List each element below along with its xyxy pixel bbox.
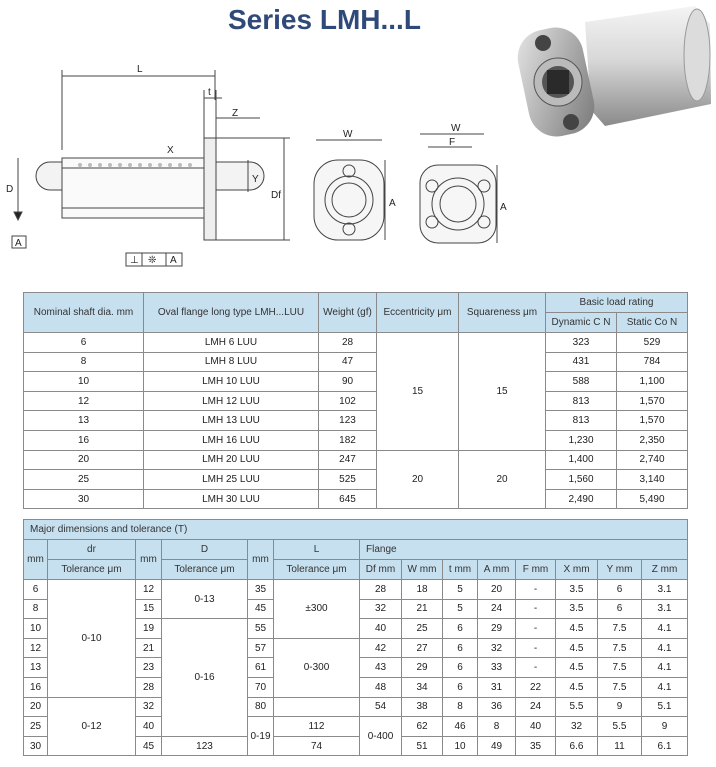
shaft-dia-cell: 12	[24, 391, 144, 411]
eccentricity-header: Eccentricity μm	[377, 293, 459, 333]
Y-cell: 9	[598, 697, 642, 717]
L-cell: 57	[248, 638, 274, 658]
Df-cell: 74	[274, 736, 360, 756]
F-cell: 22	[516, 677, 556, 697]
table-row	[24, 333, 688, 353]
Df-cell: 54	[360, 697, 402, 717]
Y-cell: 6	[598, 599, 642, 619]
t-cell: 8	[478, 717, 516, 737]
Z-header: Z mm	[642, 560, 688, 580]
table-row	[24, 352, 688, 372]
weight-cell: 645	[319, 489, 377, 509]
datum-label: A	[15, 238, 22, 249]
mm-header: mm	[136, 540, 162, 580]
W-cell: 34	[402, 677, 443, 697]
W-header: W mm	[402, 560, 443, 580]
F-cell: -	[516, 638, 556, 658]
L-cell: 45	[248, 599, 274, 619]
front-view-square	[420, 134, 497, 243]
F-cell: -	[516, 619, 556, 639]
flange-header: Flange	[360, 540, 688, 560]
X-cell: 3.5	[556, 580, 598, 600]
L-tolerance-cell: 0-400	[360, 717, 402, 756]
dim-Df-label: Df	[271, 190, 281, 201]
perp-symbol: ⊥	[130, 255, 139, 266]
load-rating-table	[23, 292, 688, 509]
dr-cell: 12	[24, 638, 48, 658]
type-cell: LMH 13 LUU	[144, 411, 319, 431]
A-cell: 49	[478, 736, 516, 756]
W-cell: 51	[402, 736, 443, 756]
Df-cell: 43	[360, 658, 402, 678]
A-header: A mm	[478, 560, 516, 580]
static-cell: 1,100	[617, 372, 688, 392]
dr-tolerance-header: Tolerance μm	[48, 560, 136, 580]
ref-A-label: A	[170, 255, 177, 266]
t-cell: 5	[443, 580, 478, 600]
L-header: L	[274, 540, 360, 560]
static-cell: 529	[617, 333, 688, 353]
weight-cell: 47	[319, 352, 377, 372]
Df-cell: 48	[360, 677, 402, 697]
static-cell: 1,570	[617, 391, 688, 411]
shaft-dia-cell: 13	[24, 411, 144, 431]
dimensions-table	[23, 519, 688, 756]
W-cell: 21	[402, 599, 443, 619]
L-tolerance-header: Tolerance μm	[274, 560, 360, 580]
dr-tolerance-cell: 0-10	[48, 580, 136, 698]
dynamic-cell: 323	[546, 333, 617, 353]
table-row	[24, 450, 688, 470]
F-cell: -	[516, 658, 556, 678]
sym-symbol: ❊	[148, 255, 157, 266]
D-cell: 28	[136, 677, 162, 697]
D-cell: 32	[136, 697, 162, 717]
type-cell: LMH 10 LUU	[144, 372, 319, 392]
t-cell: 5	[443, 599, 478, 619]
A-cell: 40	[516, 717, 556, 737]
mm-header: mm	[24, 540, 48, 580]
W-cell: 46	[443, 717, 478, 737]
A-cell: 20	[478, 580, 516, 600]
W-cell: 18	[402, 580, 443, 600]
Y-cell: 7.5	[598, 638, 642, 658]
A-cell: 29	[478, 619, 516, 639]
L-tolerance-cell	[274, 697, 360, 717]
L-cell: 80	[248, 697, 274, 717]
dimensions-caption: Major dimensions and tolerance (T)	[24, 520, 688, 540]
Df-cell: 28	[360, 580, 402, 600]
dr-cell: 16	[24, 677, 48, 697]
F-cell: 24	[516, 697, 556, 717]
A-cell: 32	[478, 638, 516, 658]
dim-Z-label: Z	[232, 108, 239, 119]
t-cell: 6	[443, 658, 478, 678]
Z-cell: 4.1	[642, 619, 688, 639]
dim-F-label: F	[449, 137, 456, 148]
shaft-dia-cell: 30	[24, 489, 144, 509]
D-header: D	[162, 540, 248, 560]
A-cell: 36	[478, 697, 516, 717]
dim-D-label: D	[6, 184, 14, 195]
Y-cell: 11	[598, 736, 642, 756]
squareness-cell: 20	[459, 450, 546, 509]
static-cell: 5,490	[617, 489, 688, 509]
nominal-shaft-header: Nominal shaft dia. mm	[24, 293, 144, 333]
dim-Y-label: Y	[252, 174, 259, 185]
D-tolerance-cell: 0-13	[162, 580, 248, 619]
table-row	[24, 697, 688, 717]
dynamic-cell: 813	[546, 391, 617, 411]
W-cell: 29	[402, 658, 443, 678]
X-cell: 4.5	[556, 619, 598, 639]
Df-cell: 42	[360, 638, 402, 658]
X-cell: 4.5	[556, 638, 598, 658]
weight-header: Weight (gf)	[319, 293, 377, 333]
eccentricity-cell: 15	[377, 333, 459, 451]
t-cell: 8	[443, 697, 478, 717]
dynamic-cell: 1,560	[546, 470, 617, 490]
D-cell: 45	[136, 736, 162, 756]
front-view-oval	[314, 140, 385, 240]
shaft-dia-cell: 10	[24, 372, 144, 392]
Z-cell: 6.1	[642, 736, 688, 756]
weight-cell: 247	[319, 450, 377, 470]
Y-cell: 7.5	[598, 677, 642, 697]
type-cell: LMH 12 LUU	[144, 391, 319, 411]
F-header: F mm	[516, 560, 556, 580]
static-cell: 2,350	[617, 430, 688, 450]
t-cell: 6	[443, 638, 478, 658]
table-row	[24, 489, 688, 509]
Df-cell: 62	[402, 717, 443, 737]
X-cell: 4.5	[556, 658, 598, 678]
Y-cell: 9	[642, 717, 688, 737]
D-cell: 15	[136, 599, 162, 619]
table-row	[24, 391, 688, 411]
shaft-dia-cell: 16	[24, 430, 144, 450]
Y-header: Y mm	[598, 560, 642, 580]
type-cell: LMH 20 LUU	[144, 450, 319, 470]
dim-W1-label: W	[343, 129, 353, 140]
mm-header: mm	[248, 540, 274, 580]
D-cell: 19	[136, 619, 162, 639]
shaft-dia-cell: 20	[24, 450, 144, 470]
L-cell: 112	[274, 717, 360, 737]
squareness-header: Squareness μm	[459, 293, 546, 333]
A-cell: 33	[478, 658, 516, 678]
D-tolerance-cell: 0-19	[248, 717, 274, 756]
D-cell: 21	[136, 638, 162, 658]
dynamic-cell: 431	[546, 352, 617, 372]
L-cell: 123	[162, 736, 248, 756]
Z-cell: 4.1	[642, 638, 688, 658]
weight-cell: 182	[319, 430, 377, 450]
static-cell: 3,140	[617, 470, 688, 490]
Df-cell: 40	[360, 619, 402, 639]
W-cell: 25	[402, 619, 443, 639]
dim-A2-label: A	[500, 202, 507, 213]
weight-cell: 525	[319, 470, 377, 490]
type-cell: LMH 8 LUU	[144, 352, 319, 372]
Z-cell: 3.1	[642, 599, 688, 619]
L-cell: 55	[248, 619, 274, 639]
X-cell: 5.5	[556, 697, 598, 717]
shaft-dia-cell: 8	[24, 352, 144, 372]
Df-header: Df mm	[360, 560, 402, 580]
type-cell: LMH 30 LUU	[144, 489, 319, 509]
A-cell: 24	[478, 599, 516, 619]
F-cell: -	[516, 580, 556, 600]
X-header: X mm	[556, 560, 598, 580]
F-cell: 32	[556, 717, 598, 737]
weight-cell: 90	[319, 372, 377, 392]
table-row	[24, 470, 688, 490]
dim-W2-label: W	[451, 123, 461, 134]
technical-drawing	[0, 40, 505, 270]
static-header: Static Co N	[617, 313, 688, 333]
page-title: Series LMH...L	[228, 4, 421, 35]
Z-cell: 3.1	[642, 580, 688, 600]
type-cell: LMH 16 LUU	[144, 430, 319, 450]
dr-tolerance-cell: 0-12	[48, 697, 136, 756]
dim-t-label: t	[208, 87, 211, 98]
type-cell: LMH 25 LUU	[144, 470, 319, 490]
dim-X-label: X	[167, 145, 174, 156]
static-cell: 2,740	[617, 450, 688, 470]
F-cell: -	[516, 599, 556, 619]
dim-A1-label: A	[389, 198, 396, 209]
Z-cell: 5.1	[642, 697, 688, 717]
dynamic-cell: 1,230	[546, 430, 617, 450]
Df-cell: 32	[360, 599, 402, 619]
weight-cell: 123	[319, 411, 377, 431]
t-cell: 10	[443, 736, 478, 756]
dim-L-label: L	[137, 64, 143, 75]
D-tolerance-header: Tolerance μm	[162, 560, 248, 580]
load-rating-header: Basic load rating	[546, 293, 688, 313]
X-cell: 6.6	[556, 736, 598, 756]
D-cell: 12	[136, 580, 162, 600]
D-tolerance-cell: 0-16	[162, 619, 248, 737]
weight-cell: 102	[319, 391, 377, 411]
D-cell: 23	[136, 658, 162, 678]
table-row	[24, 372, 688, 392]
dr-cell: 30	[24, 736, 48, 756]
dynamic-cell: 2,490	[546, 489, 617, 509]
squareness-cell: 15	[459, 333, 546, 451]
D-cell: 40	[136, 717, 162, 737]
t-cell: 6	[443, 677, 478, 697]
W-cell: 27	[402, 638, 443, 658]
type-header: Oval flange long type LMH...LUU	[144, 293, 319, 333]
dynamic-cell: 588	[546, 372, 617, 392]
W-cell: 38	[402, 697, 443, 717]
X-cell: 3.5	[556, 599, 598, 619]
X-cell: 5.5	[598, 717, 642, 737]
static-cell: 784	[617, 352, 688, 372]
Z-cell: 4.1	[642, 677, 688, 697]
dynamic-cell: 1,400	[546, 450, 617, 470]
dr-header: dr	[48, 540, 136, 560]
static-cell: 1,570	[617, 411, 688, 431]
F-cell: 35	[516, 736, 556, 756]
eccentricity-cell: 20	[377, 450, 459, 509]
dynamic-cell: 813	[546, 411, 617, 431]
type-cell: LMH 6 LUU	[144, 333, 319, 353]
A-cell: 31	[478, 677, 516, 697]
dr-cell: 10	[24, 619, 48, 639]
L-cell: 70	[248, 677, 274, 697]
X-cell: 4.5	[556, 677, 598, 697]
dr-cell: 20	[24, 697, 48, 717]
shaft-dia-cell: 6	[24, 333, 144, 353]
dr-cell: 8	[24, 599, 48, 619]
weight-cell: 28	[319, 333, 377, 353]
L-tolerance-cell: 0-300	[274, 638, 360, 697]
t-header: t mm	[443, 560, 478, 580]
dr-cell: 13	[24, 658, 48, 678]
table-row	[24, 411, 688, 431]
dr-cell: 25	[24, 717, 48, 737]
table-row	[24, 580, 688, 600]
Y-cell: 7.5	[598, 619, 642, 639]
t-cell: 6	[443, 619, 478, 639]
Y-cell: 6	[598, 580, 642, 600]
shaft-dia-cell: 25	[24, 470, 144, 490]
L-tolerance-cell: ±300	[274, 580, 360, 639]
Z-cell: 4.1	[642, 658, 688, 678]
Y-cell: 7.5	[598, 658, 642, 678]
dynamic-header: Dynamic C N	[546, 313, 617, 333]
dr-cell: 6	[24, 580, 48, 600]
L-cell: 35	[248, 580, 274, 600]
table-row	[24, 430, 688, 450]
product-photo	[515, 0, 715, 150]
L-cell: 61	[248, 658, 274, 678]
